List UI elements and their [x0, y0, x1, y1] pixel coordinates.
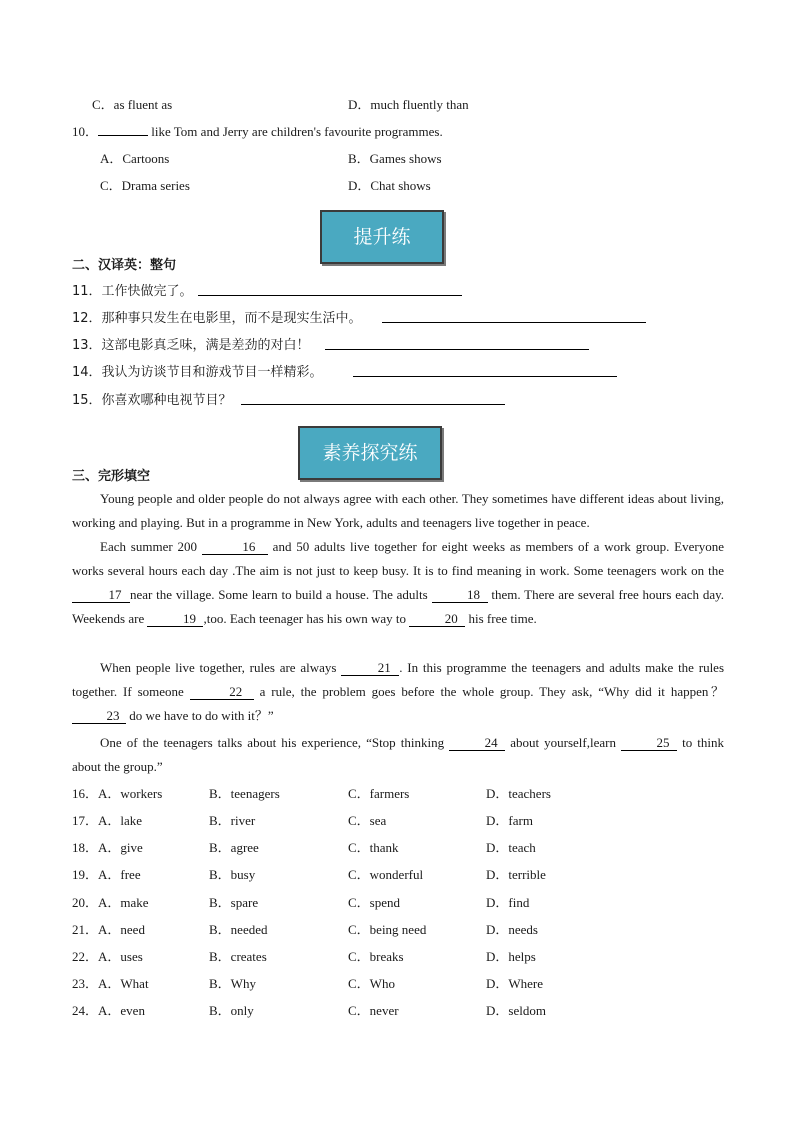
question-17: 17．A．lake [72, 813, 143, 828]
option-18c[interactable]: C．thank [348, 840, 399, 855]
option-24c[interactable]: C．never [348, 1003, 399, 1018]
option-21d[interactable]: D．needs [486, 922, 538, 937]
option-19d[interactable]: D．terrible [486, 867, 546, 882]
section-badge-literacy: 素养探究练 [298, 426, 442, 480]
section-2-title: 二、汉译英：整句 [72, 258, 177, 273]
option-10d: D．Chat shows [348, 178, 431, 193]
cloze-blank-23[interactable]: 23 [72, 708, 126, 724]
option-21b[interactable]: B．needed [209, 922, 268, 937]
option-16c[interactable]: C．farmers [348, 786, 410, 801]
answer-line-15[interactable] [241, 404, 505, 405]
answer-blank-10[interactable] [98, 135, 148, 136]
answer-line-12[interactable] [382, 322, 646, 323]
question-18: 18．A．give [72, 840, 143, 855]
question-21: 21．A．need [72, 922, 145, 937]
question-20: 20．A．make [72, 895, 149, 910]
cloze-paragraph-4: One of the teenagers talks about his experience, “Stop thinking 24 about yourself,learn 25 to think about the group.” [72, 735, 725, 774]
translation-item-12: 12．那种事只发生在电影里，而不是现实生活中。 [72, 311, 362, 326]
option-23d[interactable]: D．Where [486, 976, 544, 991]
translation-item-11: 11．工作快做完了。 [72, 284, 193, 299]
cloze-blank-22[interactable]: 22 [190, 684, 254, 700]
option-22b[interactable]: B．creates [209, 949, 267, 964]
option-10b: B．Games shows [348, 151, 442, 166]
option-19b[interactable]: B．busy [209, 867, 256, 882]
cloze-paragraph-1: Young people and older people do not always agree with each other. They sometimes have different ideas about living, working and playing. But in a programme in New York, adults and teenagers live together in peace. [72, 491, 724, 530]
option-10c: C．Drama series [100, 178, 190, 193]
option-20d[interactable]: D．find [486, 895, 530, 910]
cloze-blank-24[interactable]: 24 [449, 735, 505, 751]
option-9c: C．as fluent as [92, 97, 173, 112]
cloze-blank-18[interactable]: 18 [432, 587, 488, 603]
translation-item-14: 14．我认为访谈节目和游戏节目一样精彩。 [72, 365, 323, 380]
option-17d[interactable]: D．farm [486, 813, 533, 828]
option-20c[interactable]: C．spend [348, 895, 401, 910]
option-16b[interactable]: B．teenagers [209, 786, 280, 801]
option-10a: A．Cartoons [100, 151, 170, 166]
cloze-blank-20[interactable]: 20 [409, 611, 465, 627]
cloze-blank-17[interactable]: 17 [72, 587, 130, 603]
option-23c[interactable]: C．Who [348, 976, 395, 991]
cloze-blank-16[interactable]: 16 [202, 539, 268, 555]
option-21c[interactable]: C．being need [348, 922, 427, 937]
translation-item-13: 13．这部电影真乏味，满是差劲的对白！ [72, 338, 310, 353]
question-22: 22．A．uses [72, 949, 143, 964]
translation-item-15: 15．你喜欢哪种电视节目？ [72, 393, 232, 408]
option-16d[interactable]: D．teachers [486, 786, 551, 801]
section-3-title: 三、完形填空 [72, 469, 151, 484]
question-19: 19．A．free [72, 867, 141, 882]
cloze-blank-25[interactable]: 25 [621, 735, 677, 751]
option-23b[interactable]: B．Why [209, 976, 256, 991]
option-24d[interactable]: D．seldom [486, 1003, 546, 1018]
option-20b[interactable]: B．spare [209, 895, 259, 910]
option-17b[interactable]: B．river [209, 813, 256, 828]
answer-line-13[interactable] [325, 349, 589, 350]
option-22c[interactable]: C．breaks [348, 949, 404, 964]
option-24b[interactable]: B．only [209, 1003, 254, 1018]
section-badge-improve: 提升练 [320, 210, 444, 264]
question-24: 24．A．even [72, 1003, 145, 1018]
option-18b[interactable]: B．agree [209, 840, 259, 855]
answer-line-11[interactable] [198, 295, 462, 296]
option-22d[interactable]: D．helps [486, 949, 536, 964]
option-17c[interactable]: C．sea [348, 813, 387, 828]
option-19c[interactable]: C．wonderful [348, 867, 424, 882]
option-18d[interactable]: D．teach [486, 840, 536, 855]
cloze-blank-19[interactable]: 19 [147, 611, 203, 627]
cloze-paragraph-3: When people live together, rules are always 21 . In this programme the teenagers and adults make the rules together. If someone 22 a rule, the problem goes before the whole group. They ask, “Why did it happen？ 23 do we have to do with it？” [72, 660, 725, 723]
cloze-paragraph-2: Each summer 200 16 and 50 adults live together for eight weeks as members of a work group. Everyone works several hours each day .The aim is not just to keep busy. It is to find meaning in work. Some teenagers work on the 17 near the village. Some learn to build a house. The adults 18 them. There are several free hours each day. Weekends are 19 ,too. Each teenager has his own way to 20 his free time. [72, 539, 725, 626]
answer-line-14[interactable] [353, 376, 617, 377]
question-10: 10． like Tom and Jerry are children's favourite programmes. [72, 124, 443, 139]
question-23: 23．A．What [72, 976, 149, 991]
cloze-blank-21[interactable]: 21 [341, 660, 399, 676]
option-9d: D．much fluently than [348, 97, 469, 112]
question-16: 16．A．workers [72, 786, 163, 801]
